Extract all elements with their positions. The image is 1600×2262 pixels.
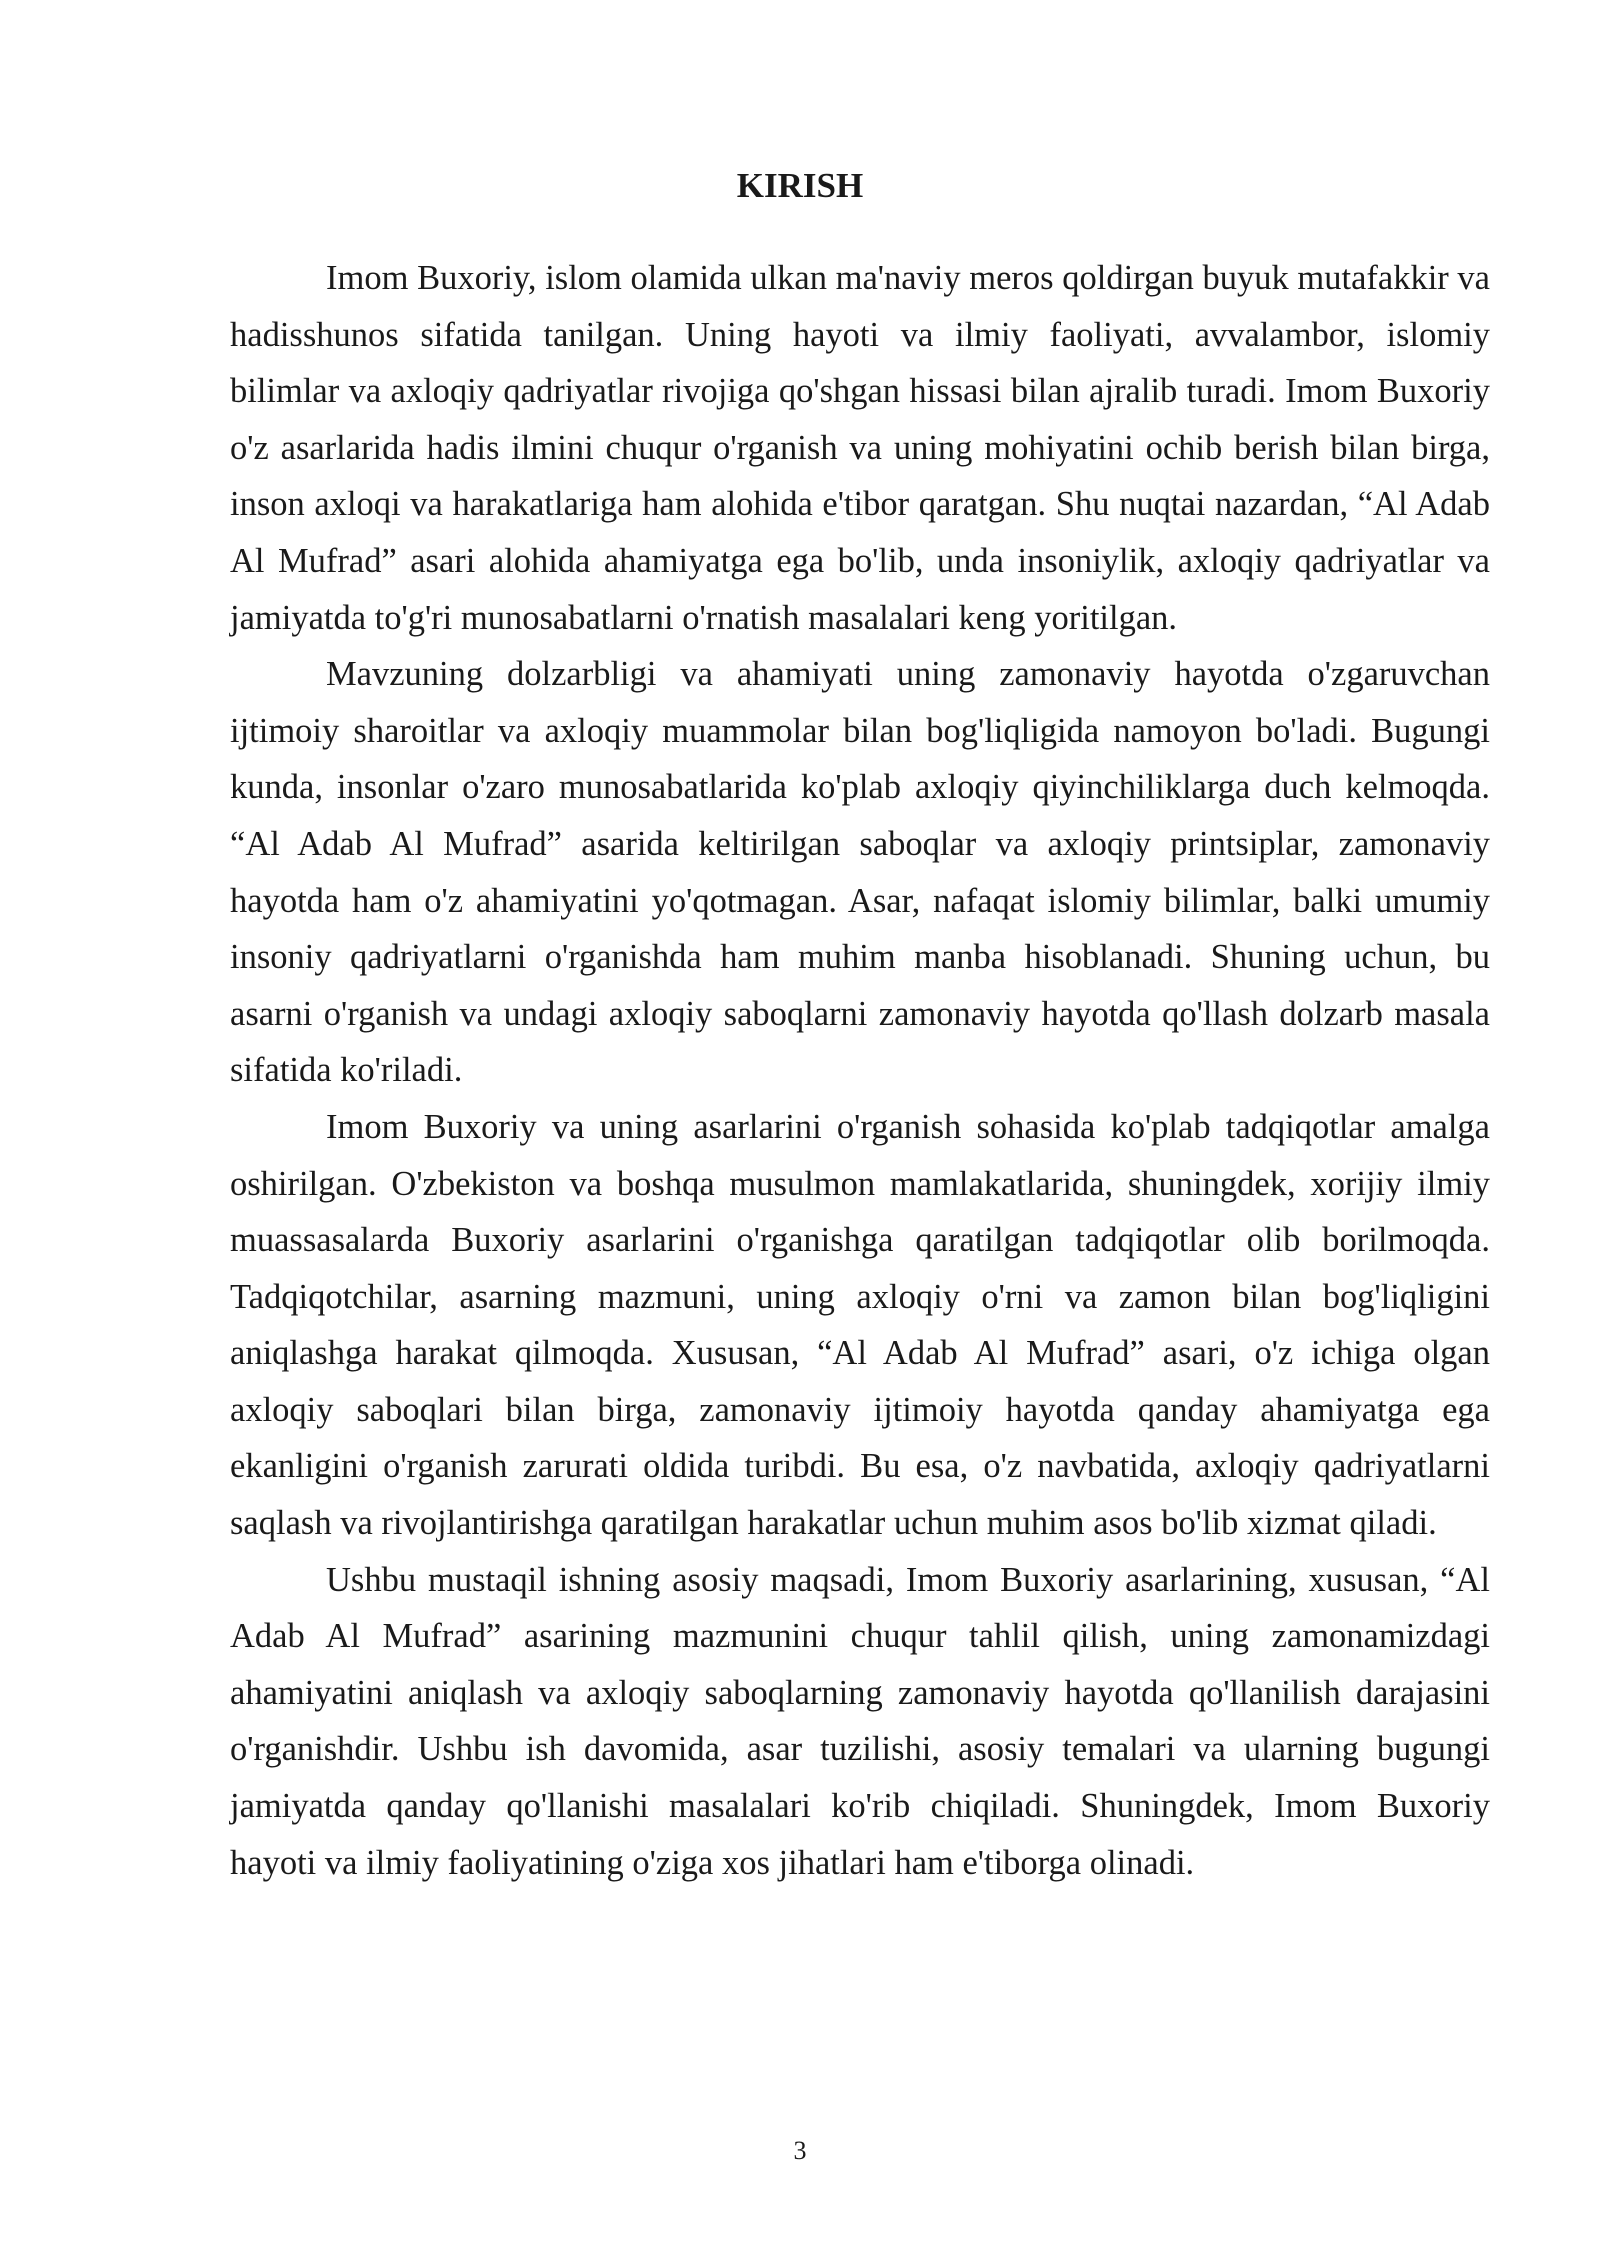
paragraph-4: Ushbu mustaqil ishning asosiy maqsadi, Imom Buxoriy asarlarining, xususan, “Al Adab Al Mufrad” asarining mazmunini chuqur tahlil qilish, uning zamonamizdagi ahamiyatini aniqlash va axloqiy saboqlarning zamonaviy hayotda qo'llanilish darajasini o'rganishdir. Ushbu ish davomida, asar tuzilishi, asosiy temalari va ularning bugungi jamiyatda qanday qo'llanishi masalalari ko'rib chiqiladi. Shuningdek, Imom Buxoriy hayoti va ilmiy faoliyatining o'ziga xos jihatlari ham e'tiborga olinadi. [230,1560,1490,1882]
paragraph-2: Mavzuning dolzarbligi va ahamiyati uning zamonaviy hayotda o'zgaruvchan ijtimoiy sharoitlar va axloqiy muammolar bilan bog'liqligida namoyon bo'ladi. Bugungi kunda, insonlar o'zaro munosabatlarida ko'plab axloqiy qiyinchiliklarga duch kelmoqda. “Al Adab Al Mufrad” asarida keltirilgan saboqlar va axloqiy printsiplar, zamonaviy hayotda ham o'z ahamiyatini yo'qotmagan. Asar, nafaqat islomiy bilimlar, balki umumiy insoniy qadriyatlarni o'rganishda ham muhim manba hisoblanadi. Shuning uchun, bu asarni o'rganish va undagi axloqiy saboqlarni zamonaviy hayotda qo'llash dolzarb masala sifatida ko'riladi. [230,655,1490,1090]
paragraph-3: Imom Buxoriy va uning asarlarini o'rganish sohasida ko'plab tadqiqotlar amalga oshirilgan. O'zbekiston va boshqa musulmon mamlakatlarida, shuningdek, xorijiy ilmiy muassasalarda Buxoriy asarlarini o'rganishga qaratilgan tadqiqotlar olib borilmoqda. Tadqiqotchilar, asarning mazmuni, uning axloqiy o'rni va zamon bilan bog'liqligini aniqlashga harakat qilmoqda. Xususan, “Al Adab Al Mufrad” asari, o'z ichiga olgan axloqiy saboqlari bilan birga, zamonaviy ijtimoiy hayotda qanday ahamiyatga ega ekanligini o'rganish zarurati oldida turibdi. Bu esa, o'z navbatida, axloqiy qadriyatlarni saqlash va rivojlantirishga qaratilgan harakatlar uchun muhim asos bo'lib xizmat qiladi. [230,1107,1490,1543]
paragraph-1: Imom Buxoriy, islom olamida ulkan ma'naviy meros qoldirgan buyuk mutafakkir va hadisshunos sifatida tanilgan. Uning hayoti va ilmiy faoliyati, avvalambor, islomiy bilimlar va axloqiy qadriyatlar rivojiga qo'shgan hissasi bilan ajralib turadi. Imom Buxoriy o'z asarlarida hadis ilmini chuqur o'rganish va uning mohiyatini ochib berish bilan birga, inson axloqi va harakatlariga ham alohida e'tibor qaratgan. Shu nuqtai nazardan, “Al Adab Al Mufrad” asari alohida ahamiyatga ega bo'lib, unda insoniylik, axloqiy qadriyatlar va jamiyatda to'g'ri munosabatlarni o'rnatish masalalari keng yoritilgan. [230,259,1490,637]
body-text [230,250,1490,1891]
page-title: KIRISH [736,166,864,205]
page-number: 3 [793,2136,807,2165]
